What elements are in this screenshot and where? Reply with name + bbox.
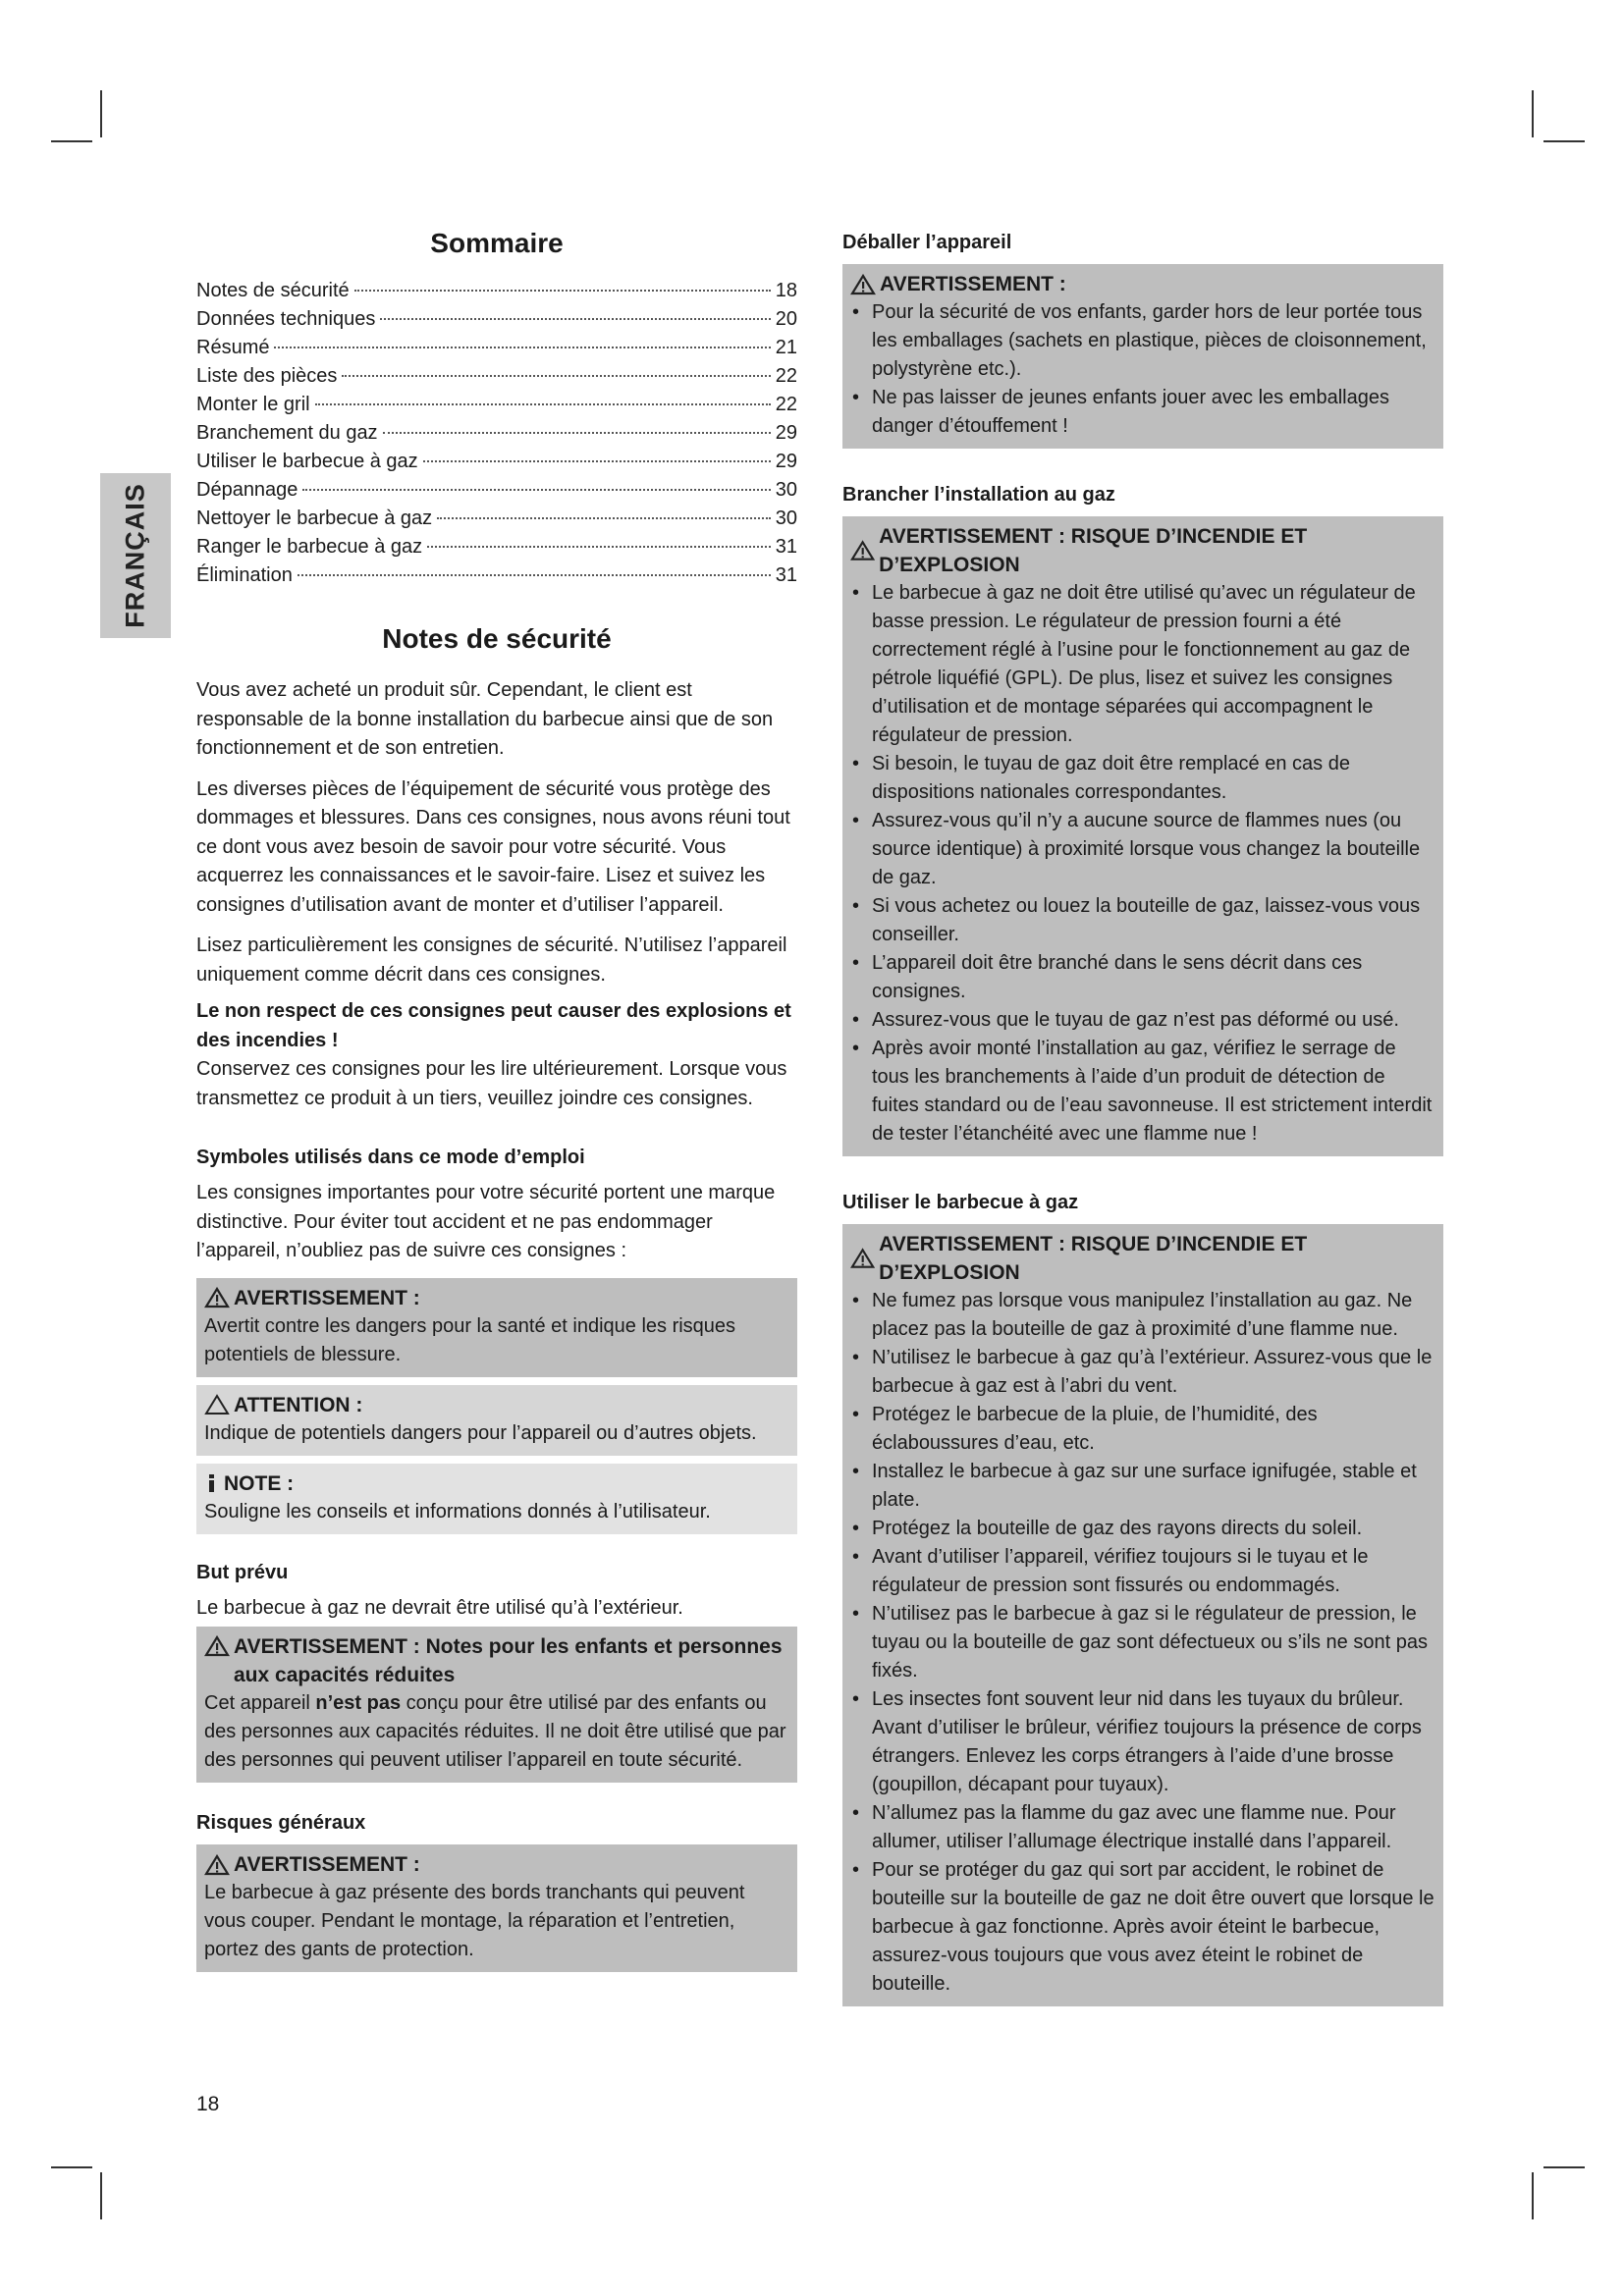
safety-paragraph-3: Lisez particulièrement les consignes de sécurité. N’utilisez l’appareil uniquement comme décrit dans ces consignes. bbox=[196, 934, 787, 986]
toc-entry-label: Monter le gril bbox=[196, 394, 310, 415]
crop-mark bbox=[1532, 90, 1534, 137]
warning-list-item: • Pour se protéger du gaz qui sort par accident, le robinet de bouteille sur la bouteille de gaz ne doit être ouvert que lorsque le barbecue à gaz fonctionne. Après avoir éteint le barbecue, assurez-vous toujours que vous avez éteint le robinet de bouteille. bbox=[850, 1856, 1435, 1999]
warning-triangle-icon bbox=[204, 1287, 230, 1308]
toc-leader-dots bbox=[274, 347, 770, 348]
symbols-heading: Symboles utilisés dans ce mode d’emploi bbox=[196, 1147, 585, 1168]
warning-list-item: • Les insectes font souvent leur nid dans les tuyaux du brûleur. Avant d’utiliser le brûleur, vérifiez toujours la présence de corps étrangers. Enlevez les corps étrangers à l’aide d’une brosse (goupillon, décapant pour tuyaux). bbox=[850, 1685, 1435, 1799]
safety-bold-warning: Le non respect de ces consignes peut causer des explosions et des incendies ! bbox=[196, 1000, 791, 1051]
safety-title: Notes de sécurité bbox=[382, 623, 612, 654]
toc-entry-page: 29 bbox=[775, 422, 797, 444]
warning-box-heading: AVERTISSEMENT : bbox=[234, 1286, 420, 1309]
safety-paragraph-1: Vous avez acheté un produit sûr. Cependant, le client est responsable de la bonne installation du barbecue ainsi que de son fonctionnement et de son entretien. bbox=[196, 679, 774, 759]
right-column bbox=[842, 232, 1443, 2006]
note-box-heading: NOTE : bbox=[224, 1471, 295, 1495]
toc-entry-label: Dépannage bbox=[196, 479, 298, 501]
crop-mark bbox=[51, 2166, 92, 2168]
warning-list-item: • Ne pas laisser de jeunes enfants jouer avec les emballages danger d’étouffement ! bbox=[850, 384, 1435, 441]
toc-entry[interactable] bbox=[196, 419, 797, 448]
note-box bbox=[196, 1464, 797, 1534]
toc-leader-dots bbox=[423, 460, 771, 462]
crop-mark bbox=[51, 140, 92, 142]
crop-mark bbox=[100, 90, 102, 137]
toc-entry-page: 20 bbox=[775, 308, 797, 330]
purpose-text: Le barbecue à gaz ne devrait être utilisé qu’à l’extérieur. bbox=[196, 1596, 683, 1619]
toc-entry-page: 31 bbox=[775, 564, 797, 586]
toc-leader-dots bbox=[342, 375, 770, 377]
use-warning-box bbox=[842, 1224, 1443, 2006]
children-warning-text: Cet appareil n’est pas conçu pour être utilisé par des enfants ou des personnes aux capacités réduites. Il ne doit être utilisé que par des personnes qui peuvent utiliser l’appareil en toute sécurité. bbox=[204, 1692, 786, 1771]
crop-mark bbox=[1532, 2172, 1534, 2219]
attention-box-heading: ATTENTION : bbox=[234, 1393, 363, 1416]
toc-leader-dots bbox=[315, 403, 771, 405]
warning-triangle-icon bbox=[850, 1248, 875, 1269]
warning-list-item: • Avant d’utiliser l’appareil, vérifiez toujours si le tuyau et le régulateur de pression sont fissurés ou endommagés. bbox=[850, 1543, 1435, 1600]
warning-list-item: • Si besoin, le tuyau de gaz doit être remplacé en cas de dispositions nationales correspondantes. bbox=[850, 750, 1435, 807]
connect-warning-box bbox=[842, 516, 1443, 1156]
warning-list-item: • L’appareil doit être branché dans le sens décrit dans ces consignes. bbox=[850, 949, 1435, 1006]
note-box-text: Souligne les conseils et informations donnés à l’utilisateur. bbox=[204, 1500, 711, 1522]
warning-list-item: • Installez le barbecue à gaz sur une surface ignifugée, stable et plate. bbox=[850, 1458, 1435, 1515]
safety-paragraph-2: Les diverses pièces de l’équipement de sécurité vous protège des dommages et blessures. Dans ces consignes, nous avons réuni tout ce dont vous avez besoin de savoir pour votre sécurité. Vous acquerrez les connaissances et le savoir-faire. Lisez et suivez les consignes d’utilisation avant de monter et d’utiliser l’appareil. bbox=[196, 777, 790, 916]
toc-entry-page: 31 bbox=[775, 536, 797, 558]
warning-box bbox=[196, 1278, 797, 1377]
toc-entry-label: Liste des pièces bbox=[196, 365, 338, 387]
language-tab bbox=[100, 473, 171, 638]
toc-leader-dots bbox=[298, 574, 771, 576]
toc-entry[interactable] bbox=[196, 476, 797, 505]
toc-entry-label: Nettoyer le barbecue à gaz bbox=[196, 507, 433, 529]
toc-entry-label: Ranger le barbecue à gaz bbox=[196, 536, 423, 558]
warning-triangle-icon bbox=[850, 540, 875, 561]
toc-entry-page: 29 bbox=[775, 451, 797, 472]
crop-mark bbox=[1543, 140, 1585, 142]
warning-list-item: • Protégez le barbecue de la pluie, de l’humidité, des éclaboussures d’eau, etc. bbox=[850, 1401, 1435, 1458]
toc-leader-dots bbox=[380, 318, 770, 320]
toc-entry[interactable] bbox=[196, 305, 797, 334]
toc-entry[interactable] bbox=[196, 561, 797, 590]
crop-mark bbox=[1543, 2166, 1585, 2168]
toc-entry-page: 22 bbox=[775, 365, 797, 387]
symbols-intro: Les consignes importantes pour votre sécurité portent une marque distinctive. Pour éviter tout accident et ne pas endommager l’appareil, n’oubliez pas de suivre ces consignes : bbox=[196, 1182, 776, 1261]
toc-entry-page: 18 bbox=[775, 280, 797, 301]
warning-list-item: • Assurez-vous que le tuyau de gaz n’est pas déformé ou usé. bbox=[850, 1006, 1435, 1035]
warning-list-item: • Si vous achetez ou louez la bouteille de gaz, laissez-vous vous conseiller. bbox=[850, 892, 1435, 949]
crop-mark bbox=[100, 2172, 102, 2219]
unpack-warning-list bbox=[850, 298, 1435, 441]
warning-triangle-icon bbox=[204, 1635, 230, 1657]
unpack-warning-box bbox=[842, 264, 1443, 449]
toc-entry[interactable] bbox=[196, 533, 797, 561]
toc-entry-label: Notes de sécurité bbox=[196, 280, 350, 301]
toc-leader-dots bbox=[383, 432, 771, 434]
use-warning-list bbox=[850, 1287, 1435, 1999]
warning-list-item: • Pour la sécurité de vos enfants, garder hors de leur portée tous les emballages (sachets en plastique, pièces de cloisonnement, polystyrène etc.). bbox=[850, 298, 1435, 384]
attention-triangle-icon bbox=[204, 1394, 230, 1415]
purpose-heading: But prévu bbox=[196, 1561, 289, 1583]
toc-entry[interactable] bbox=[196, 334, 797, 362]
toc-entry[interactable] bbox=[196, 391, 797, 419]
connect-warning-heading: AVERTISSEMENT : RISQUE D’INCENDIE ET D’EXPLOSION bbox=[879, 525, 1308, 576]
connect-warning-list bbox=[850, 579, 1435, 1148]
toc-entry-label: Utiliser le barbecue à gaz bbox=[196, 451, 418, 472]
table-of-contents bbox=[196, 277, 797, 590]
warning-list-item: • N’utilisez le barbecue à gaz qu’à l’extérieur. Assurez-vous que le barbecue à gaz est à l’abri du vent. bbox=[850, 1344, 1435, 1401]
toc-entry-page: 30 bbox=[775, 507, 797, 529]
toc-entry-label: Élimination bbox=[196, 564, 293, 586]
general-warning-box bbox=[196, 1844, 797, 1972]
toc-entry[interactable] bbox=[196, 448, 797, 476]
toc-entry-label: Branchement du gaz bbox=[196, 422, 378, 444]
toc-entry-page: 22 bbox=[775, 394, 797, 415]
warning-triangle-icon bbox=[850, 274, 876, 295]
warning-list-item: • N’allumez pas la flamme du gaz avec une flamme nue. Pour allumer, utiliser l’allumage électrique installé dans l’appareil. bbox=[850, 1799, 1435, 1856]
warning-list-item: • Après avoir monté l’installation au gaz, vérifiez le serrage de tous les branchements à l’aide d’un produit de détection de fuites standard ou de l’eau savonneuse. Il est strictement interdit de tester l’étanchéité avec une flamme nue ! bbox=[850, 1035, 1435, 1148]
warning-triangle-icon bbox=[204, 1854, 230, 1876]
toc-entry-label: Résumé bbox=[196, 337, 270, 358]
general-warning-heading: AVERTISSEMENT : bbox=[234, 1853, 420, 1876]
toc-entry-page: 21 bbox=[775, 337, 797, 358]
general-warning-text: Le barbecue à gaz présente des bords tranchants qui peuvent vous couper. Pendant le montage, la réparation et l’entretien, portez des gants de protection. bbox=[204, 1882, 745, 1960]
warning-box-text: Avertit contre les dangers pour la santé et indique les risques potentiels de blessure. bbox=[204, 1314, 736, 1365]
use-warning-heading: AVERTISSEMENT : RISQUE D’INCENDIE ET D’EXPLOSION bbox=[879, 1233, 1308, 1284]
warning-list-item: • N’utilisez pas le barbecue à gaz si le régulateur de pression, le tuyau ou la bouteille de gaz sont défectueux ou s’ils ne sont pas fixés. bbox=[850, 1600, 1435, 1685]
left-column bbox=[196, 228, 797, 1972]
toc-title: Sommaire bbox=[430, 228, 564, 258]
safety-paragraph-4: Conservez ces consignes pour les lire ultérieurement. Lorsque vous transmettez ce produit à un tiers, veuillez joindre ces consignes. bbox=[196, 1058, 787, 1109]
children-warning-heading: AVERTISSEMENT : Notes pour les enfants et personnes aux capacités réduites bbox=[234, 1635, 783, 1686]
general-risks-heading: Risques généraux bbox=[196, 1812, 366, 1834]
warning-list-item: • Protégez la bouteille de gaz des rayons directs du soleil. bbox=[850, 1515, 1435, 1543]
info-icon bbox=[204, 1472, 220, 1494]
toc-entry[interactable] bbox=[196, 362, 797, 391]
toc-entry-page: 30 bbox=[775, 479, 797, 501]
warning-list-item: • Le barbecue à gaz ne doit être utilisé qu’avec un régulateur de basse pression. Le régulateur de pression fourni a été correctement réglé à l’usine pour le fonctionnement au gaz de pétrole liquéfié (GPL). De plus, lisez et suivez les consignes d’utilisation et de montage séparées qui accompagnent le régulateur de pression. bbox=[850, 579, 1435, 750]
toc-entry[interactable] bbox=[196, 505, 797, 533]
language-tab-label: FRANÇAIS bbox=[120, 483, 150, 628]
warning-list-item: • Ne fumez pas lorsque vous manipulez l’installation au gaz. Ne placez pas la bouteille de gaz à proximité d’une flamme nue. bbox=[850, 1287, 1435, 1344]
children-warning-box bbox=[196, 1627, 797, 1783]
toc-entry-label: Données techniques bbox=[196, 308, 376, 330]
unpack-heading: Déballer l’appareil bbox=[842, 232, 1012, 253]
attention-box-text: Indique de potentiels dangers pour l’appareil ou d’autres objets. bbox=[204, 1421, 757, 1444]
toc-leader-dots bbox=[437, 517, 771, 519]
page-number: 18 bbox=[196, 2093, 220, 2115]
toc-leader-dots bbox=[302, 489, 770, 491]
toc-entry[interactable] bbox=[196, 277, 797, 305]
use-heading: Utiliser le barbecue à gaz bbox=[842, 1192, 1079, 1213]
toc-leader-dots bbox=[354, 290, 771, 292]
connect-heading: Brancher l’installation au gaz bbox=[842, 484, 1115, 506]
warning-list-item: • Assurez-vous qu’il n’y a aucune source de flammes nues (ou source identique) à proximité lorsque vous changez la bouteille de gaz. bbox=[850, 807, 1435, 892]
toc-leader-dots bbox=[427, 546, 771, 548]
unpack-warning-heading: AVERTISSEMENT : bbox=[880, 273, 1066, 295]
attention-box bbox=[196, 1385, 797, 1456]
